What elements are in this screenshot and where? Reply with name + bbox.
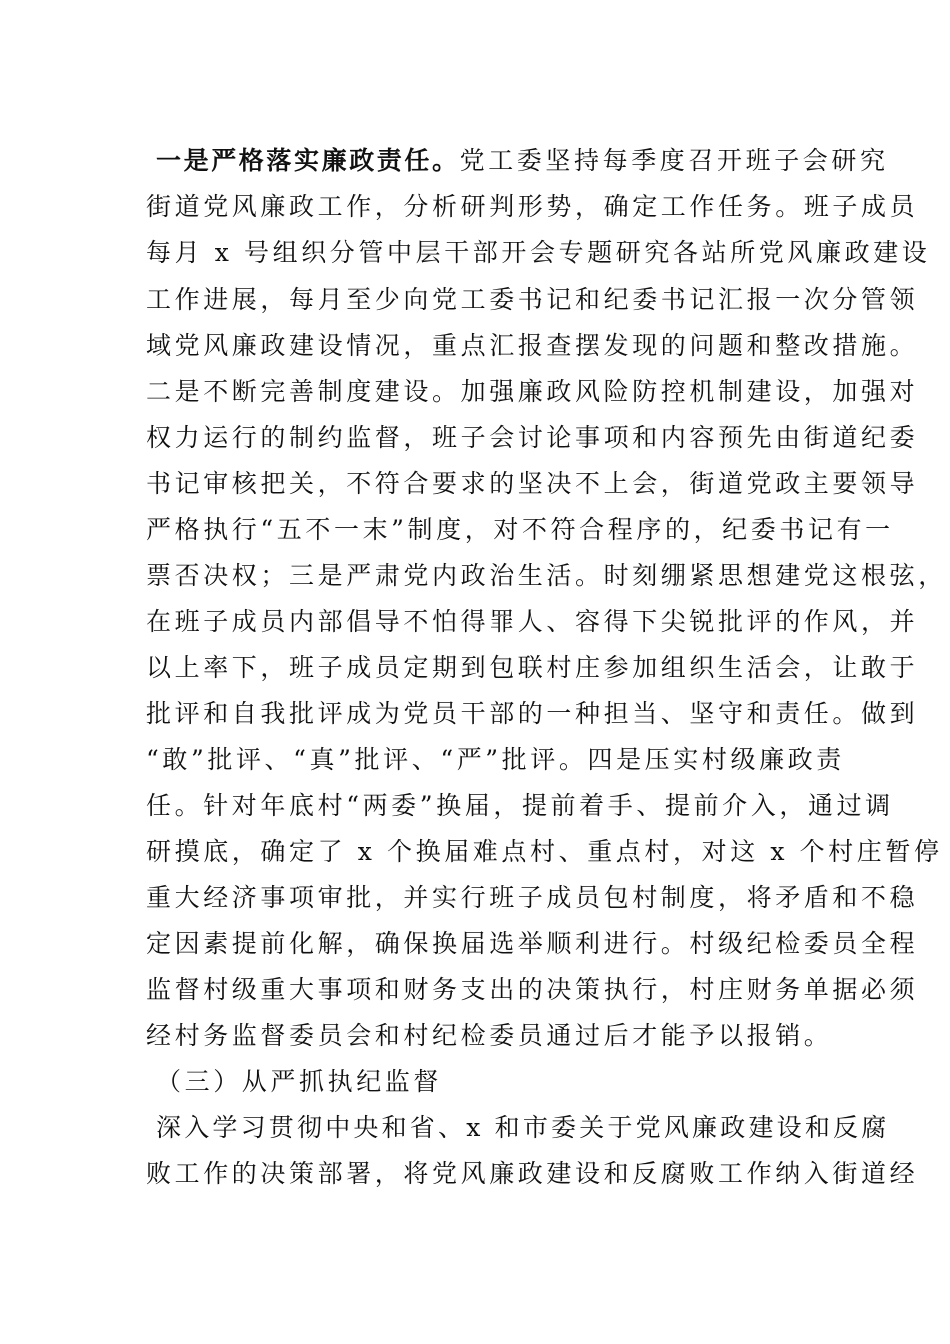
paragraph-line: 重大经济事项审批，并实行班子成员包村制度，将矛盾和不稳 <box>146 883 919 912</box>
paragraph-line: 域党风廉政建设情况，重点汇报查摆发现的问题和整改措施。 <box>146 331 919 360</box>
paragraph-line: 票否决权；三是严肃党内政治生活。时刻绷紧思想建党这根弦， <box>146 561 947 590</box>
paragraph-line: 经村务监督委员会和村纪检委员通过后才能予以报销。 <box>146 1021 833 1050</box>
paragraph-line: 败工作的决策部署，将党风廉政建设和反腐败工作纳入街道经 <box>146 1159 919 1188</box>
paragraph-line: 一是严格落实廉政责任。党工委坚持每季度召开班子会研究 <box>156 146 889 175</box>
paragraph-line: 权力运行的制约监督，班子会讨论事项和内容预先由街道纪委 <box>146 423 919 452</box>
paragraph-line: 研摸底，确定了 x 个换届难点村、重点村，对这 x 个村庄暂停 <box>146 837 943 866</box>
paragraph-line: 严格执行“五不一末”制度，对不符合程序的，纪委书记有一 <box>146 515 894 544</box>
paragraph-line: “敢”批评、“真”批评、“严”批评。四是压实村级廉政责 <box>146 745 845 774</box>
paragraph-line: 以上率下，班子成员定期到包联村庄参加组织生活会，让敢于 <box>146 653 919 682</box>
paragraph-line: 深入学习贯彻中央和省、x 和市委关于党风廉政建设和反腐 <box>156 1113 890 1142</box>
paragraph-line: 批评和自我批评成为党员干部的一种担当、坚守和责任。做到 <box>146 699 919 728</box>
lead-heading: 一是严格落实廉政责任。 <box>156 146 460 175</box>
paragraph-line: 监督村级重大事项和财务支出的决策执行，村庄财务单据必须 <box>146 975 919 1004</box>
paragraph-line: 工作进展，每月至少向党工委书记和纪委书记汇报一次分管领 <box>146 285 919 314</box>
paragraph-line: 二是不断完善制度建设。加强廉政风险防控机制建设，加强对 <box>146 377 919 406</box>
paragraph-line: 任。针对年底村“两委”换届，提前着手、提前介入，通过调 <box>146 791 894 820</box>
paragraph-line: 书记审核把关，不符合要求的坚决不上会，街道党政主要领导 <box>146 469 919 498</box>
section-heading: （三）从严抓执纪监督 <box>156 1067 443 1096</box>
paragraph-line: 在班子成员内部倡导不怕得罪人、容得下尖锐批评的作风，并 <box>146 607 919 636</box>
paragraph-line: 定因素提前化解，确保换届选举顺利进行。村级纪检委员全程 <box>146 929 919 958</box>
paragraph-line: 街道党风廉政工作，分析研判形势，确定工作任务。班子成员 <box>146 192 919 221</box>
paragraph-line: 每月 x 号组织分管中层干部开会专题研究各站所党风廉政建设 <box>146 238 931 267</box>
